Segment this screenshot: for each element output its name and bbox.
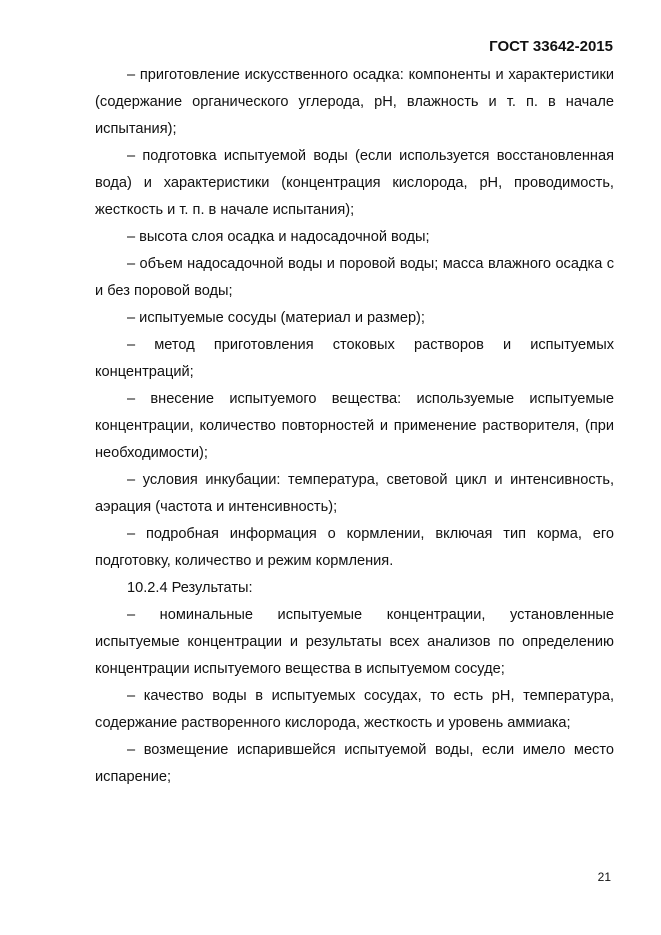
list-item: – внесение испытуемого вещества: используемые испытуемые концентрации, количество повторностей и применение растворителя, (при необходимости); [95,391,614,461]
list-item: – условия инкубации: температура, световой цикл и интенсивность, аэрация (частота и интенсивность); [95,472,614,515]
list-item: – качество воды в испытуемых сосудах, то есть pH, температура, содержание растворенного кислорода, жесткость и уровень аммиака; [95,688,614,731]
list-item: – метод приготовления стоковых растворов и испытуемых концентраций; [95,337,614,380]
list-item: – подробная информация о кормлении, включая тип корма, его подготовку, количество и режим кормления. [95,526,614,569]
document-code: ГОСТ 33642-2015 [489,38,613,55]
list-item: – возмещение испарившейся испытуемой воды, если имело место испарение; [95,742,614,785]
section-heading: 10.2.4 Результаты: [127,580,253,596]
list-item: – испытуемые сосуды (материал и размер); [127,310,425,326]
list-item: – объем надосадочной воды и поровой воды; масса влажного осадка с и без поровой воды; [95,256,614,299]
page-number: 21 [597,870,611,884]
list-item: – высота слоя осадка и надосадочной воды; [127,229,430,245]
document-body [95,62,614,791]
list-item: – подготовка испытуемой воды (если используется восстановленная вода) и характеристики (концентрация кислорода, pH, проводимость, жесткость и т. п. в начале испытания); [95,148,614,218]
list-item: – приготовление искусственного осадка: компоненты и характеристики (содержание органического углерода, pH, влажность и т. п. в начале испытания); [95,67,614,137]
list-item: – номинальные испытуемые концентрации, установленные испытуемые концентрации и результаты всех анализов по определению концентрации испытуемого вещества в испытуемом сосуде; [95,607,614,677]
